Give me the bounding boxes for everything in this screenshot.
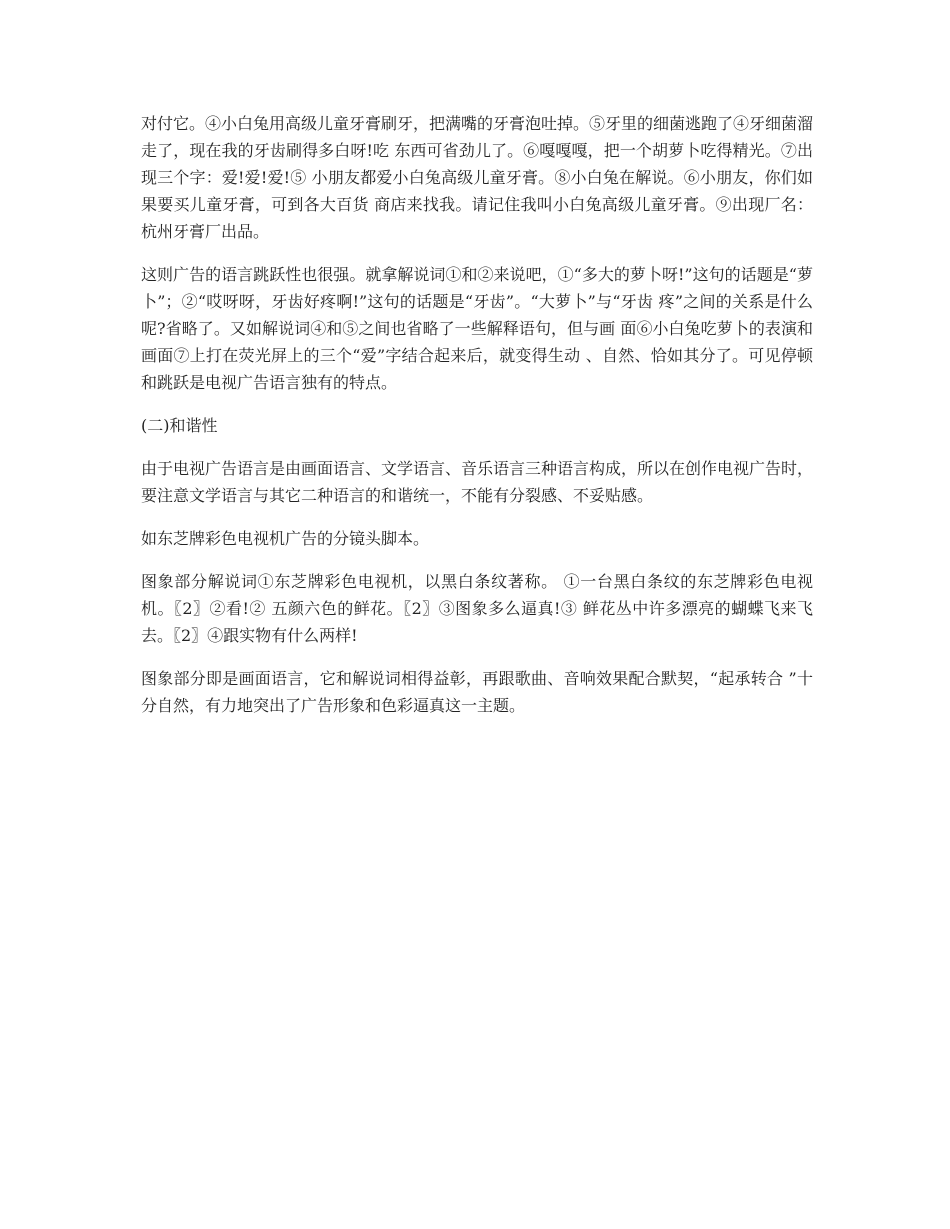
paragraph-harmony-explanation: 由于电视广告语言是由画面语言、文学语言、音乐语言三种语言构成，所以在创作电视广告时，要注意文学语言与其它二种语言的和谐统一，不能有分裂感、不妥贴感。 [141, 459, 814, 505]
section-heading-harmony: (二)和谐性 [141, 416, 218, 435]
paragraph-toothpaste-script: 对付它。④小白兔用高级儿童牙膏刷牙，把满嘴的牙膏泡吐掉。⑤牙里的细菌逃跑了④牙细菌溜走了，现在我的牙齿刷得多白呀!吃 东西可省劲儿了。⑥嘎嘎嘎，把一个胡萝卜吃得精光。⑦出现三个字：爱!爱!爱!⑤ 小朋友都爱小白兔高级儿童牙膏。⑧小白兔在解说。⑥小朋友，你们如果要买儿童牙膏，可到各大百货 商店来找我。请记住我叫小白兔高级儿童牙膏。⑨出现厂名：杭州牙膏厂出品。 [141, 114, 814, 241]
paragraph-language-jumping: 这则广告的语言跳跃性也很强。就拿解说词①和②来说吧，①“多大的萝卜呀!”这句的话题是“萝卜”；②“哎呀呀，牙齿好疼啊!”这句的话题是“牙齿”。“大萝卜”与“牙齿 疼”之间的关系是什么呢?省略了。又如解说词④和⑤之间也省略了一些解释语句，但与画 面⑥小白兔吃萝卜的表演和画面⑦上打在荧光屏上的三个“爱”字结合起来后，就变得生动 、自然、恰如其分了。可见停顿和跳跃是电视广告语言独有的特点。 [141, 265, 813, 392]
document-page [141, 110, 813, 735]
paragraph-conclusion: 图象部分即是画面语言，它和解说词相得益彰，再跟歌曲、音响效果配合默契，“起承转合 ”十分自然，有力地突出了广告形象和色彩逼真这一主题。 [141, 669, 813, 715]
paragraph-toshiba-script: 图象部分解说词①东芝牌彩色电视机，以黑白条纹著称。 ①一台黑白条纹的东芝牌彩色电视机。〖2〗②看!② 五颜六色的鲜花。〖2〗③图象多么逼真!③ 鲜花丛中许多漂亮的蝴蝶飞来飞去。〖2〗④跟实物有什么两样! [141, 572, 813, 645]
paragraph-toshiba-intro: 如东芝牌彩色电视机广告的分镜头脚本。 [141, 529, 430, 548]
